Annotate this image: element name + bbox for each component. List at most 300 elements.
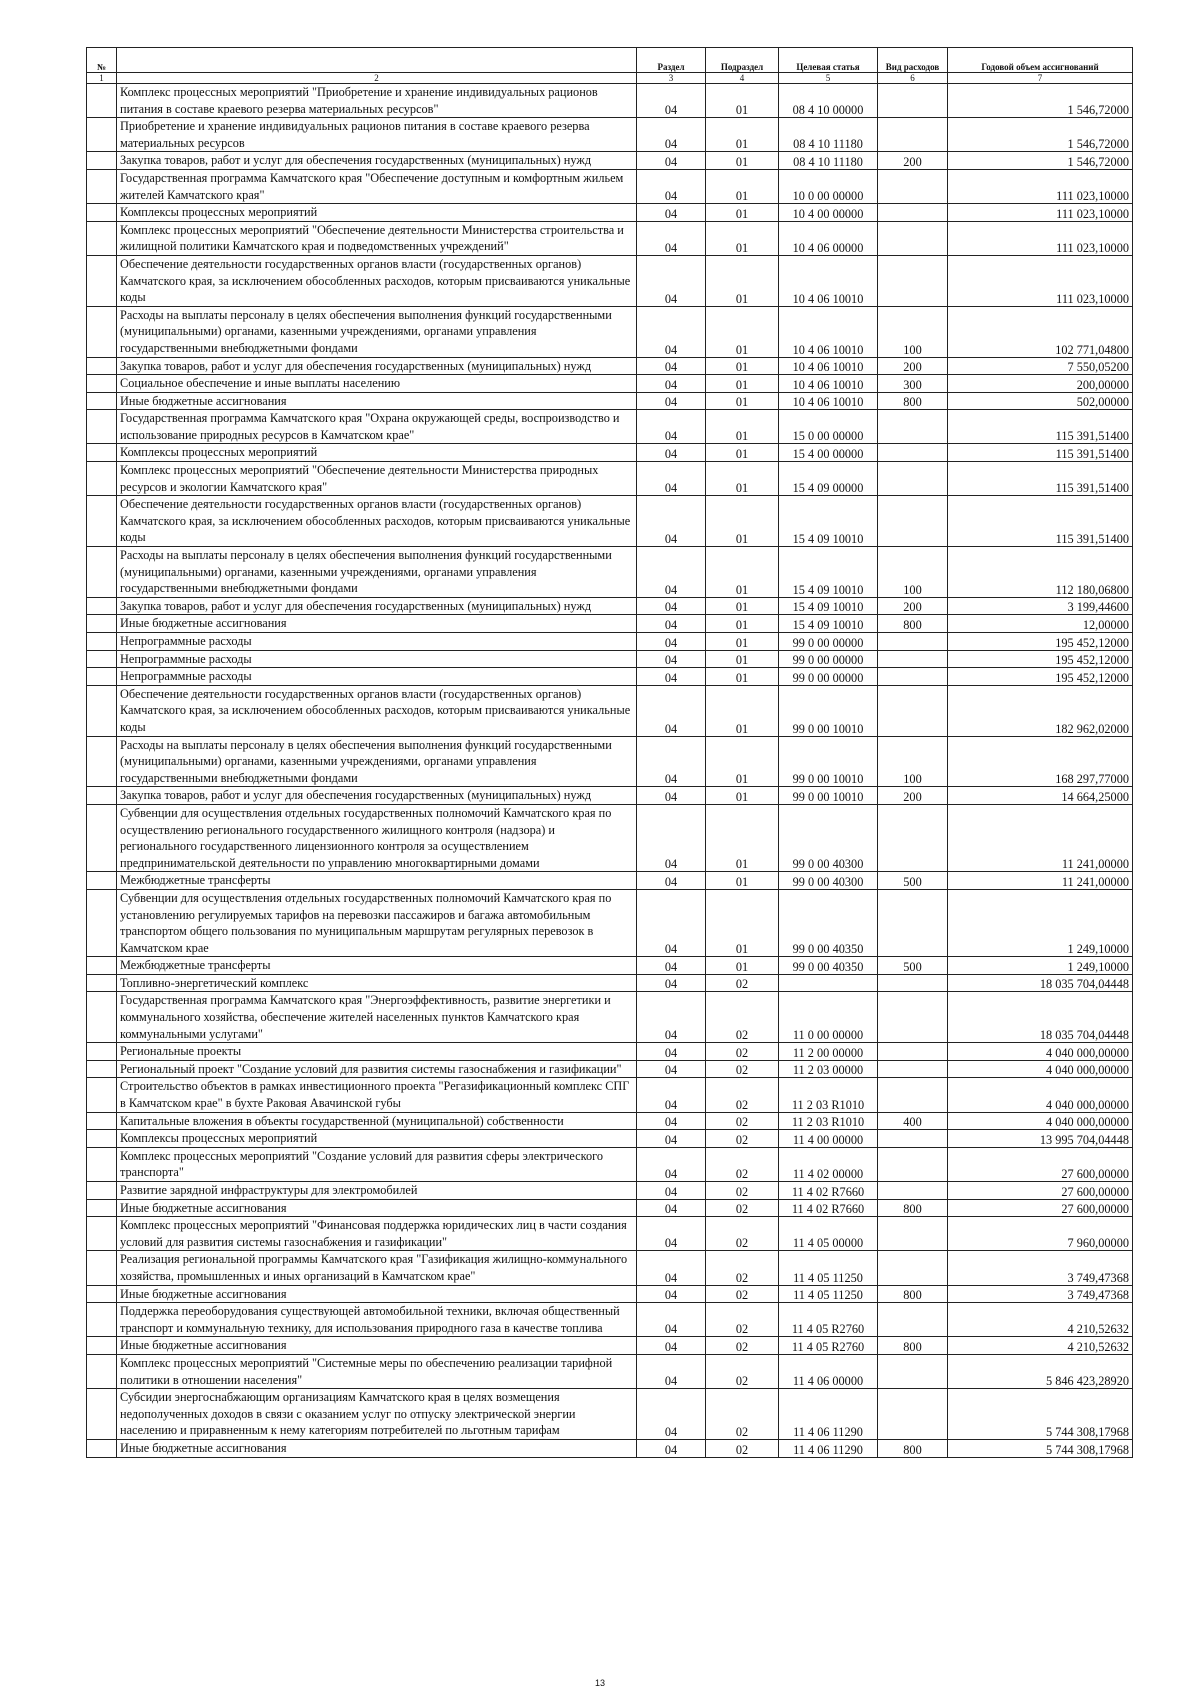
- row-index-cell: [87, 1217, 117, 1251]
- row-amount-cell: 195 452,12000: [948, 668, 1133, 686]
- row-target-cell: 11 4 06 11290: [779, 1389, 878, 1440]
- row-name-cell: Комплекс процессных мероприятий "Системные меры по обеспечению реализации тарифной политики в отношении населения": [117, 1354, 637, 1388]
- row-name-cell: Иные бюджетные ассигнования: [117, 1337, 637, 1355]
- row-expense-cell: [878, 496, 948, 547]
- table-row: [87, 974, 1133, 992]
- row-subsection-cell: 02: [706, 1130, 779, 1148]
- row-target-cell: 11 0 00 00000: [779, 992, 878, 1043]
- row-section-cell: 04: [637, 633, 706, 651]
- row-subsection-cell: 01: [706, 787, 779, 805]
- row-section-cell: 04: [637, 204, 706, 222]
- row-amount-cell: 13 995 704,04448: [948, 1130, 1133, 1148]
- row-target-cell: 99 0 00 10010: [779, 736, 878, 787]
- row-name-cell: Закупка товаров, работ и услуг для обеспечения государственных (муниципальных) нужд: [117, 357, 637, 375]
- row-expense-cell: [878, 974, 948, 992]
- row-index-cell: [87, 1354, 117, 1388]
- row-index-cell: [87, 1078, 117, 1112]
- row-amount-cell: 5 846 423,28920: [948, 1354, 1133, 1388]
- row-subsection-cell: 01: [706, 547, 779, 598]
- row-amount-cell: 115 391,51400: [948, 444, 1133, 462]
- row-index-cell: [87, 547, 117, 598]
- row-expense-cell: [878, 685, 948, 736]
- row-subsection-cell: 01: [706, 84, 779, 118]
- table-row: [87, 547, 1133, 598]
- table-row: [87, 957, 1133, 975]
- row-target-cell: 11 4 05 11250: [779, 1251, 878, 1285]
- row-name-cell: Иные бюджетные ассигнования: [117, 615, 637, 633]
- row-index-cell: [87, 668, 117, 686]
- col-number: 1: [87, 73, 117, 84]
- row-subsection-cell: 01: [706, 804, 779, 871]
- row-index-cell: [87, 1043, 117, 1061]
- row-target-cell: 10 4 06 10010: [779, 392, 878, 410]
- row-name-cell: Комплекс процессных мероприятий "Обеспечение деятельности Министерства природных ресурсов и экологии Камчатского края": [117, 462, 637, 496]
- table-row: [87, 1389, 1133, 1440]
- row-amount-cell: 112 180,06800: [948, 547, 1133, 598]
- row-index-cell: [87, 957, 117, 975]
- row-target-cell: 10 4 06 00000: [779, 221, 878, 255]
- table-row: [87, 255, 1133, 306]
- row-index-cell: [87, 462, 117, 496]
- row-target-cell: 11 2 00 00000: [779, 1043, 878, 1061]
- row-index-cell: [87, 1112, 117, 1130]
- row-name-cell: Закупка товаров, работ и услуг для обеспечения государственных (муниципальных) нужд: [117, 787, 637, 805]
- row-section-cell: 04: [637, 1182, 706, 1200]
- row-expense-cell: 200: [878, 787, 948, 805]
- row-section-cell: 04: [637, 357, 706, 375]
- row-index-cell: [87, 633, 117, 651]
- budget-table: [86, 47, 1133, 1458]
- row-name-cell: Иные бюджетные ассигнования: [117, 1199, 637, 1217]
- row-index-cell: [87, 444, 117, 462]
- row-subsection-cell: 01: [706, 392, 779, 410]
- row-section-cell: 04: [637, 1389, 706, 1440]
- row-section-cell: 04: [637, 872, 706, 890]
- row-expense-cell: [878, 1130, 948, 1148]
- row-index-cell: [87, 1389, 117, 1440]
- col-header-amount: Годовой объем ассигнований: [948, 48, 1133, 73]
- row-index-cell: [87, 1147, 117, 1181]
- row-name-cell: Субвенции для осуществления отдельных государственных полномочий Камчатского края по установлению регулируемых тарифов на перевозки пассажиров и багажа автомобильным транспортом общего пользования по муниципальным маршрутам регулярных перевозок в Камчатском крае: [117, 889, 637, 956]
- row-expense-cell: [878, 1043, 948, 1061]
- row-section-cell: 04: [637, 1337, 706, 1355]
- row-subsection-cell: 02: [706, 1217, 779, 1251]
- row-subsection-cell: 02: [706, 1337, 779, 1355]
- row-target-cell: 11 4 05 00000: [779, 1217, 878, 1251]
- row-index-cell: [87, 255, 117, 306]
- row-index-cell: [87, 1182, 117, 1200]
- row-target-cell: 11 4 00 00000: [779, 1130, 878, 1148]
- row-target-cell: 99 0 00 00000: [779, 650, 878, 668]
- row-amount-cell: 195 452,12000: [948, 633, 1133, 651]
- row-section-cell: 04: [637, 1130, 706, 1148]
- row-index-cell: [87, 992, 117, 1043]
- row-section-cell: 04: [637, 392, 706, 410]
- row-section-cell: 04: [637, 685, 706, 736]
- row-expense-cell: [878, 204, 948, 222]
- row-expense-cell: 200: [878, 152, 948, 170]
- table-row: [87, 1251, 1133, 1285]
- row-name-cell: Непрограммные расходы: [117, 650, 637, 668]
- row-target-cell: 10 4 06 10010: [779, 375, 878, 393]
- row-target-cell: 11 4 02 00000: [779, 1147, 878, 1181]
- row-expense-cell: [878, 1251, 948, 1285]
- row-subsection-cell: 02: [706, 1389, 779, 1440]
- row-subsection-cell: 02: [706, 1147, 779, 1181]
- row-index-cell: [87, 597, 117, 615]
- row-name-cell: Комплексы процессных мероприятий: [117, 444, 637, 462]
- table-row: [87, 118, 1133, 152]
- row-index-cell: [87, 152, 117, 170]
- row-name-cell: Обеспечение деятельности государственных органов власти (государственных органов) Камчатского края, за исключением обособленных расходов, которым присваиваются уникальные коды: [117, 685, 637, 736]
- row-subsection-cell: 01: [706, 255, 779, 306]
- col-header-section: Раздел: [637, 48, 706, 73]
- row-subsection-cell: 01: [706, 957, 779, 975]
- table-row: [87, 736, 1133, 787]
- row-index-cell: [87, 306, 117, 357]
- row-section-cell: 04: [637, 1043, 706, 1061]
- row-target-cell: 99 0 00 40300: [779, 872, 878, 890]
- row-expense-cell: [878, 1182, 948, 1200]
- row-section-cell: 04: [637, 1354, 706, 1388]
- row-amount-cell: 115 391,51400: [948, 496, 1133, 547]
- row-expense-cell: 500: [878, 957, 948, 975]
- row-amount-cell: 18 035 704,04448: [948, 992, 1133, 1043]
- row-expense-cell: [878, 462, 948, 496]
- row-subsection-cell: 02: [706, 1078, 779, 1112]
- row-section-cell: 04: [637, 597, 706, 615]
- row-target-cell: 08 4 10 00000: [779, 84, 878, 118]
- row-section-cell: 04: [637, 152, 706, 170]
- row-expense-cell: [878, 992, 948, 1043]
- row-subsection-cell: 01: [706, 462, 779, 496]
- row-index-cell: [87, 357, 117, 375]
- row-name-cell: Непрограммные расходы: [117, 668, 637, 686]
- row-expense-cell: 800: [878, 1337, 948, 1355]
- table-row: [87, 392, 1133, 410]
- row-name-cell: Расходы на выплаты персоналу в целях обеспечения выполнения функций государственными (муниципальными) органами, казенными учреждениями, органами управления государственными внебюджетными фондами: [117, 547, 637, 598]
- table-row: [87, 787, 1133, 805]
- row-amount-cell: 1 546,72000: [948, 118, 1133, 152]
- row-name-cell: Иные бюджетные ассигнования: [117, 1285, 637, 1303]
- row-name-cell: Приобретение и хранение индивидуальных рационов питания в составе краевого резерва материальных ресурсов: [117, 118, 637, 152]
- table-row: [87, 1337, 1133, 1355]
- row-target-cell: 11 4 06 11290: [779, 1439, 878, 1457]
- table-row: [87, 1354, 1133, 1388]
- table-row: [87, 1303, 1133, 1337]
- row-subsection-cell: 01: [706, 668, 779, 686]
- row-section-cell: 04: [637, 1147, 706, 1181]
- row-amount-cell: 3 749,47368: [948, 1285, 1133, 1303]
- row-subsection-cell: 01: [706, 306, 779, 357]
- row-amount-cell: 115 391,51400: [948, 410, 1133, 444]
- row-subsection-cell: 02: [706, 1251, 779, 1285]
- row-index-cell: [87, 375, 117, 393]
- col-header-no: №: [87, 48, 117, 73]
- row-index-cell: [87, 1251, 117, 1285]
- row-expense-cell: [878, 1217, 948, 1251]
- table-row: [87, 375, 1133, 393]
- row-amount-cell: 5 744 308,17968: [948, 1439, 1133, 1457]
- row-target-cell: 99 0 00 40350: [779, 957, 878, 975]
- table-row: [87, 872, 1133, 890]
- row-index-cell: [87, 615, 117, 633]
- row-name-cell: Обеспечение деятельности государственных органов власти (государственных органов) Камчатского края, за исключением обособленных расходов, которым присваиваются уникальные коды: [117, 255, 637, 306]
- table-row: [87, 84, 1133, 118]
- row-subsection-cell: 02: [706, 974, 779, 992]
- table-row: [87, 633, 1133, 651]
- row-subsection-cell: 01: [706, 118, 779, 152]
- row-amount-cell: 4 040 000,00000: [948, 1060, 1133, 1078]
- row-expense-cell: 200: [878, 357, 948, 375]
- col-header-subsection: Подраздел: [706, 48, 779, 73]
- row-expense-cell: 800: [878, 1285, 948, 1303]
- column-number-row: [87, 73, 1133, 84]
- row-section-cell: 04: [637, 118, 706, 152]
- row-amount-cell: 1 546,72000: [948, 152, 1133, 170]
- row-expense-cell: [878, 668, 948, 686]
- row-index-cell: [87, 650, 117, 668]
- row-subsection-cell: 01: [706, 221, 779, 255]
- row-amount-cell: 18 035 704,04448: [948, 974, 1133, 992]
- row-amount-cell: 27 600,00000: [948, 1182, 1133, 1200]
- row-name-cell: Межбюджетные трансферты: [117, 872, 637, 890]
- table-row: [87, 1078, 1133, 1112]
- table-row: [87, 615, 1133, 633]
- row-target-cell: 11 4 05 R2760: [779, 1337, 878, 1355]
- row-section-cell: 04: [637, 255, 706, 306]
- col-number: 4: [706, 73, 779, 84]
- row-target-cell: 10 4 06 10010: [779, 306, 878, 357]
- row-target-cell: 11 4 02 R7660: [779, 1182, 878, 1200]
- row-amount-cell: 1 249,10000: [948, 889, 1133, 956]
- row-section-cell: 04: [637, 1303, 706, 1337]
- table-row: [87, 1285, 1133, 1303]
- col-number: 3: [637, 73, 706, 84]
- col-number: 5: [779, 73, 878, 84]
- row-target-cell: 11 2 03 R1010: [779, 1078, 878, 1112]
- row-target-cell: 15 4 09 10010: [779, 496, 878, 547]
- row-expense-cell: [878, 804, 948, 871]
- row-section-cell: 04: [637, 84, 706, 118]
- row-subsection-cell: 01: [706, 496, 779, 547]
- row-name-cell: Обеспечение деятельности государственных органов власти (государственных органов) Камчатского края, за исключением обособленных расходов, которым присваиваются уникальные коды: [117, 496, 637, 547]
- row-expense-cell: 800: [878, 615, 948, 633]
- row-amount-cell: 102 771,04800: [948, 306, 1133, 357]
- row-section-cell: 04: [637, 787, 706, 805]
- row-index-cell: [87, 410, 117, 444]
- row-section-cell: 04: [637, 306, 706, 357]
- table-row: [87, 804, 1133, 871]
- row-target-cell: 15 4 09 00000: [779, 462, 878, 496]
- row-target-cell: 08 4 10 11180: [779, 118, 878, 152]
- row-target-cell: 10 4 00 00000: [779, 204, 878, 222]
- row-name-cell: Комплексы процессных мероприятий: [117, 1130, 637, 1148]
- row-index-cell: [87, 736, 117, 787]
- row-section-cell: 04: [637, 615, 706, 633]
- row-section-cell: 04: [637, 1060, 706, 1078]
- row-subsection-cell: 01: [706, 650, 779, 668]
- row-subsection-cell: 01: [706, 633, 779, 651]
- row-name-cell: Иные бюджетные ассигнования: [117, 392, 637, 410]
- row-section-cell: 04: [637, 462, 706, 496]
- row-target-cell: 11 4 05 11250: [779, 1285, 878, 1303]
- row-subsection-cell: 01: [706, 872, 779, 890]
- row-subsection-cell: 01: [706, 410, 779, 444]
- row-name-cell: Социальное обеспечение и иные выплаты населению: [117, 375, 637, 393]
- col-number: 7: [948, 73, 1133, 84]
- row-amount-cell: 200,00000: [948, 375, 1133, 393]
- row-index-cell: [87, 685, 117, 736]
- row-subsection-cell: 01: [706, 597, 779, 615]
- row-name-cell: Комплексы процессных мероприятий: [117, 204, 637, 222]
- row-subsection-cell: 01: [706, 615, 779, 633]
- table-body: [87, 84, 1133, 1458]
- row-amount-cell: 4 040 000,00000: [948, 1078, 1133, 1112]
- row-amount-cell: 4 210,52632: [948, 1337, 1133, 1355]
- row-index-cell: [87, 804, 117, 871]
- row-target-cell: 15 4 09 10010: [779, 615, 878, 633]
- row-index-cell: [87, 1285, 117, 1303]
- row-subsection-cell: 01: [706, 444, 779, 462]
- row-name-cell: Поддержка переоборудования существующей автомобильной техники, включая общественный транспорт и коммунальную технику, для использования природного газа в качестве топлива: [117, 1303, 637, 1337]
- row-target-cell: 99 0 00 10010: [779, 787, 878, 805]
- row-subsection-cell: 01: [706, 375, 779, 393]
- row-target-cell: 99 0 00 10010: [779, 685, 878, 736]
- row-name-cell: Расходы на выплаты персоналу в целях обеспечения выполнения функций государственными (муниципальными) органами, казенными учреждениями, органами управления государственными внебюджетными фондами: [117, 306, 637, 357]
- row-section-cell: 04: [637, 169, 706, 203]
- table-row: [87, 496, 1133, 547]
- row-amount-cell: 7 550,05200: [948, 357, 1133, 375]
- row-expense-cell: 100: [878, 736, 948, 787]
- row-expense-cell: 800: [878, 392, 948, 410]
- row-expense-cell: [878, 1354, 948, 1388]
- row-amount-cell: 4 040 000,00000: [948, 1043, 1133, 1061]
- row-amount-cell: 168 297,77000: [948, 736, 1133, 787]
- row-name-cell: Топливно-энергетический комплекс: [117, 974, 637, 992]
- row-index-cell: [87, 889, 117, 956]
- row-index-cell: [87, 974, 117, 992]
- row-target-cell: 10 0 00 00000: [779, 169, 878, 203]
- row-subsection-cell: 01: [706, 357, 779, 375]
- row-name-cell: Комплекс процессных мероприятий "Приобретение и хранение индивидуальных рационов питания в составе краевого резерва материальных ресурсов": [117, 84, 637, 118]
- row-index-cell: [87, 221, 117, 255]
- row-section-cell: 04: [637, 668, 706, 686]
- row-amount-cell: 27 600,00000: [948, 1199, 1133, 1217]
- row-expense-cell: [878, 1078, 948, 1112]
- row-amount-cell: 111 023,10000: [948, 221, 1133, 255]
- table-row: [87, 1130, 1133, 1148]
- col-header-target: Целевая статья: [779, 48, 878, 73]
- row-name-cell: Государственная программа Камчатского края "Обеспечение доступным и комфортным жильем жителей Камчатского края": [117, 169, 637, 203]
- row-index-cell: [87, 1439, 117, 1457]
- table-row: [87, 889, 1133, 956]
- table-row: [87, 650, 1133, 668]
- row-section-cell: 04: [637, 650, 706, 668]
- row-name-cell: Региональные проекты: [117, 1043, 637, 1061]
- table-row: [87, 1182, 1133, 1200]
- row-amount-cell: 14 664,25000: [948, 787, 1133, 805]
- table-row: [87, 444, 1133, 462]
- row-target-cell: 99 0 00 00000: [779, 668, 878, 686]
- row-subsection-cell: 02: [706, 1303, 779, 1337]
- row-name-cell: Расходы на выплаты персоналу в целях обеспечения выполнения функций государственными (муниципальными) органами, казенными учреждениями, органами управления государственными внебюджетными фондами: [117, 736, 637, 787]
- row-target-cell: 99 0 00 40300: [779, 804, 878, 871]
- row-amount-cell: 3 199,44600: [948, 597, 1133, 615]
- row-section-cell: 04: [637, 1217, 706, 1251]
- table-row: [87, 169, 1133, 203]
- table-row: [87, 152, 1133, 170]
- row-target-cell: 99 0 00 00000: [779, 633, 878, 651]
- row-index-cell: [87, 1199, 117, 1217]
- row-amount-cell: 111 023,10000: [948, 204, 1133, 222]
- row-section-cell: 04: [637, 410, 706, 444]
- row-expense-cell: [878, 255, 948, 306]
- table-row: [87, 221, 1133, 255]
- page-number: 13: [594, 1678, 605, 1688]
- row-amount-cell: 195 452,12000: [948, 650, 1133, 668]
- row-subsection-cell: 02: [706, 1182, 779, 1200]
- row-target-cell: 15 0 00 00000: [779, 410, 878, 444]
- row-subsection-cell: 02: [706, 1043, 779, 1061]
- row-section-cell: 04: [637, 804, 706, 871]
- row-name-cell: Развитие зарядной инфраструктуры для электромобилей: [117, 1182, 637, 1200]
- row-expense-cell: [878, 169, 948, 203]
- row-subsection-cell: 01: [706, 152, 779, 170]
- row-section-cell: 04: [637, 736, 706, 787]
- row-expense-cell: [878, 1147, 948, 1181]
- row-expense-cell: [878, 1060, 948, 1078]
- row-expense-cell: [878, 410, 948, 444]
- row-section-cell: 04: [637, 957, 706, 975]
- table-row: [87, 1147, 1133, 1181]
- row-index-cell: [87, 872, 117, 890]
- row-subsection-cell: 01: [706, 889, 779, 956]
- row-index-cell: [87, 1060, 117, 1078]
- row-expense-cell: 500: [878, 872, 948, 890]
- row-target-cell: 15 4 09 10010: [779, 547, 878, 598]
- row-amount-cell: 11 241,00000: [948, 872, 1133, 890]
- row-target-cell: 15 4 00 00000: [779, 444, 878, 462]
- table-row: [87, 1112, 1133, 1130]
- row-index-cell: [87, 1303, 117, 1337]
- row-expense-cell: [878, 889, 948, 956]
- row-expense-cell: [878, 221, 948, 255]
- table-row: [87, 204, 1133, 222]
- row-name-cell: Комплекс процессных мероприятий "Создание условий для развития сферы электрического транспорта": [117, 1147, 637, 1181]
- col-header-name: [117, 48, 637, 73]
- row-target-cell: 08 4 10 11180: [779, 152, 878, 170]
- table-row: [87, 597, 1133, 615]
- row-subsection-cell: 02: [706, 992, 779, 1043]
- row-target-cell: [779, 974, 878, 992]
- table-row: [87, 306, 1133, 357]
- row-name-cell: Реализация региональной программы Камчатского края "Газификация жилищно-коммунального хозяйства, промышленных и иных организаций в Камчатском крае": [117, 1251, 637, 1285]
- row-section-cell: 04: [637, 547, 706, 598]
- row-index-cell: [87, 1337, 117, 1355]
- row-amount-cell: 4 040 000,00000: [948, 1112, 1133, 1130]
- row-expense-cell: 100: [878, 306, 948, 357]
- row-expense-cell: [878, 1389, 948, 1440]
- row-section-cell: 04: [637, 1285, 706, 1303]
- row-name-cell: Комплекс процессных мероприятий "Обеспечение деятельности Министерства строительства и жилищной политики Камчатского края и подведомственных учреждений": [117, 221, 637, 255]
- row-amount-cell: 111 023,10000: [948, 169, 1133, 203]
- table-row: [87, 668, 1133, 686]
- table-row: [87, 1439, 1133, 1457]
- row-subsection-cell: 01: [706, 204, 779, 222]
- row-subsection-cell: 02: [706, 1060, 779, 1078]
- header-row: [87, 48, 1133, 73]
